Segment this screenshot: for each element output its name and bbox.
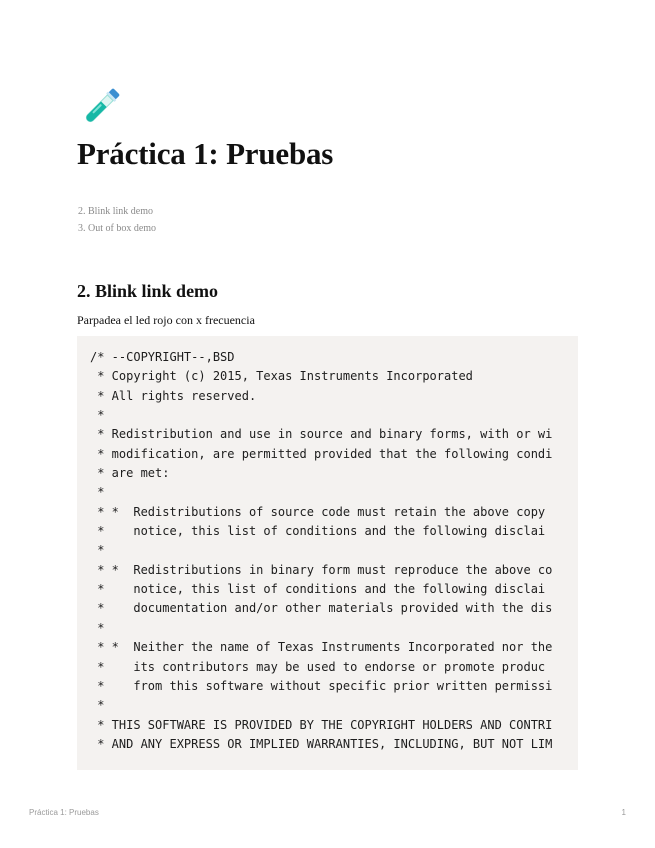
footer-title: Práctica 1: Pruebas xyxy=(29,808,99,817)
code-line: * xyxy=(90,620,105,635)
code-line: * Redistribution and use in source and binary forms, with or wi xyxy=(90,427,553,442)
code-lines xyxy=(90,348,552,754)
code-line: * THIS SOFTWARE IS PROVIDED BY THE COPYRIGHT HOLDERS AND CONTRI xyxy=(90,717,553,732)
code-line: * notice, this list of conditions and the following disclai xyxy=(90,582,546,597)
toc-item-blink-link-demo[interactable]: 2. Blink link demo xyxy=(78,206,153,217)
code-line: * * Redistributions of source code must retain the above copy xyxy=(90,504,546,519)
code-line: * * Neither the name of Texas Instruments Incorporated nor the xyxy=(90,640,553,655)
code-line: * its contributors may be used to endorse or promote produc xyxy=(90,659,546,674)
code-line: * AND ANY EXPRESS OR IMPLIED WARRANTIES, INCLUDING, BUT NOT LIM xyxy=(90,736,553,751)
code-line: * are met: xyxy=(90,466,170,481)
code-line: * xyxy=(90,408,105,423)
toc-item-out-of-box-demo[interactable]: 3. Out of box demo xyxy=(78,223,157,234)
code-line: * xyxy=(90,485,105,500)
code-line: * from this software without specific prior written permissi xyxy=(90,678,553,693)
code-line: * xyxy=(90,543,105,558)
code-line: * * Redistributions in binary form must reproduce the above co xyxy=(90,562,553,577)
test-tube-icon xyxy=(78,84,124,130)
code-line: /* --COPYRIGHT--,BSD xyxy=(90,350,235,364)
code-line: * All rights reserved. xyxy=(90,388,257,403)
code-line: * Copyright (c) 2015, Texas Instruments Incorporated xyxy=(90,369,473,384)
code-line: * documentation and/or other materials provided with the dis xyxy=(90,601,553,616)
code-line: * modification, are permitted provided that the following condi xyxy=(90,446,553,461)
code-block[interactable] xyxy=(77,336,578,770)
section-heading: 2. Blink link demo xyxy=(77,281,219,301)
page-title: Práctica 1: Pruebas xyxy=(77,136,334,171)
code-line: * xyxy=(90,698,105,713)
footer-page-number: 1 xyxy=(621,808,626,817)
section-description: Parpadea el led rojo con x frecuencia xyxy=(77,313,255,327)
code-line: * notice, this list of conditions and the following disclai xyxy=(90,524,546,539)
table-of-contents xyxy=(78,203,156,237)
